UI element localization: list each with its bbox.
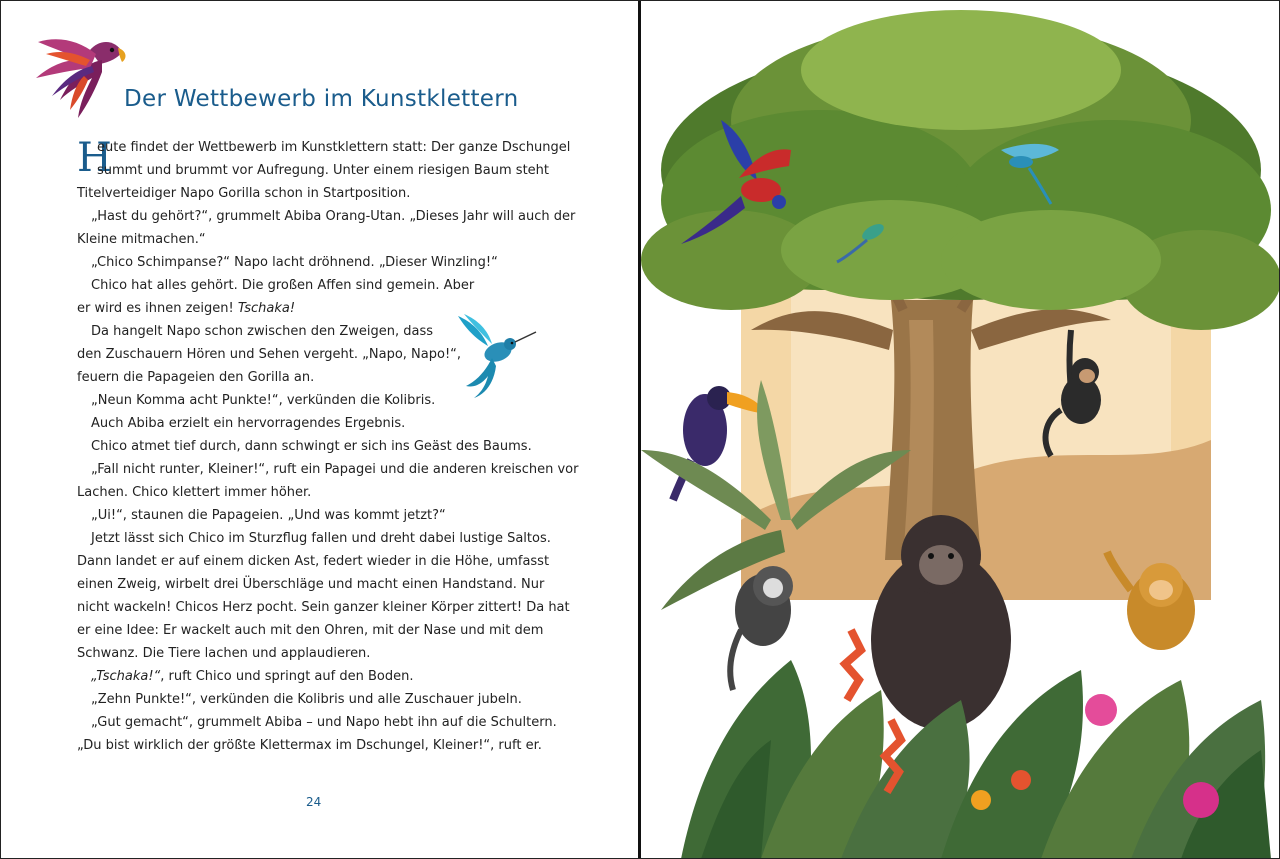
text-line: „Du bist wirklich der größte Klettermax im Dschungel, Kleiner!“, ruft er. bbox=[77, 738, 542, 753]
hummingbird-icon bbox=[448, 310, 538, 402]
text-line: „Gut gemacht“, grummelt Abiba – und Napo hebt ihn auf die Schultern. bbox=[91, 715, 557, 730]
text-line: „Fall nicht runter, Kleiner!“, ruft ein Papagei und die anderen kreischen vor bbox=[91, 462, 579, 477]
illustration-page bbox=[641, 0, 1280, 859]
italic-exclamation: „Tschaka!“ bbox=[91, 669, 161, 684]
text-line: „Chico Schimpanse?“ Napo lacht dröhnend. „Dieser Winzling!“ bbox=[91, 255, 498, 270]
text-line: summt und brummt vor Aufregung. Unter einem riesigen Baum steht bbox=[97, 163, 550, 178]
text-line: Jetzt lässt sich Chico im Sturzflug fallen und dreht dabei lustige Saltos. bbox=[91, 531, 551, 546]
text-line: Dann landet er auf einem dicken Ast, federt wieder in die Höhe, umfasst bbox=[77, 554, 550, 569]
text-line: „Ui!“, staunen die Papageien. „Und was kommt jetzt?“ bbox=[91, 508, 446, 523]
text-line: er wird es ihnen zeigen! Tschaka! bbox=[77, 301, 296, 316]
parrot-icon bbox=[30, 20, 130, 125]
italic-exclamation: Tschaka! bbox=[237, 301, 296, 316]
chapter-title: Der Wettbewerb im Kunstklettern bbox=[124, 86, 519, 112]
text-line: Auch Abiba erzielt ein hervorragendes Ergebnis. bbox=[91, 416, 406, 431]
text-line: den Zuschauern Hören und Sehen vergeht. „Napo, Napo!“, bbox=[77, 347, 462, 362]
text-line: Lachen. Chico klettert immer höher. bbox=[77, 485, 312, 500]
text-line: eute findet der Wettbewerb im Kunstklettern statt: Der ganze Dschungel bbox=[97, 140, 571, 155]
text-line: Kleine mitmachen.“ bbox=[77, 232, 206, 247]
text-line: er eine Idee: Er wackelt auch mit den Ohren, mit der Nase und mit dem bbox=[77, 623, 544, 638]
text-line: „Neun Komma acht Punkte!“, verkünden die Kolibris. bbox=[91, 393, 436, 408]
text-line: Titelverteidiger Napo Gorilla schon in Startposition. bbox=[77, 186, 411, 201]
text-line: Chico hat alles gehört. Die großen Affen sind gemein. Aber bbox=[91, 278, 475, 293]
text-line: einen Zweig, wirbelt drei Überschläge und macht einen Handstand. Nur bbox=[77, 577, 545, 592]
text-line: „Hast du gehört?“, grummelt Abiba Orang-Utan. „Dieses Jahr will auch der bbox=[91, 209, 576, 224]
page-number: 24 bbox=[306, 795, 322, 809]
jungle-illustration bbox=[641, 0, 1280, 859]
text-line: „Tschaka!“, ruft Chico und springt auf den Boden. bbox=[91, 669, 414, 684]
text-line: „Zehn Punkte!“, verkünden die Kolibris und alle Zuschauer jubeln. bbox=[91, 692, 522, 707]
dropcap-letter: H bbox=[77, 135, 112, 181]
text-line: Schwanz. Die Tiere lachen und applaudieren. bbox=[77, 646, 371, 661]
text-line: feuern die Papageien den Gorilla an. bbox=[77, 370, 315, 385]
tree-canopy bbox=[641, 10, 1280, 330]
text-line: nicht wackeln! Chicos Herz pocht. Sein ganzer kleiner Körper zittert! Da hat bbox=[77, 600, 570, 615]
text-line: Da hangelt Napo schon zwischen den Zweigen, dass bbox=[91, 324, 434, 339]
text-line: Chico atmet tief durch, dann schwingt er sich ins Geäst des Baums. bbox=[91, 439, 532, 454]
